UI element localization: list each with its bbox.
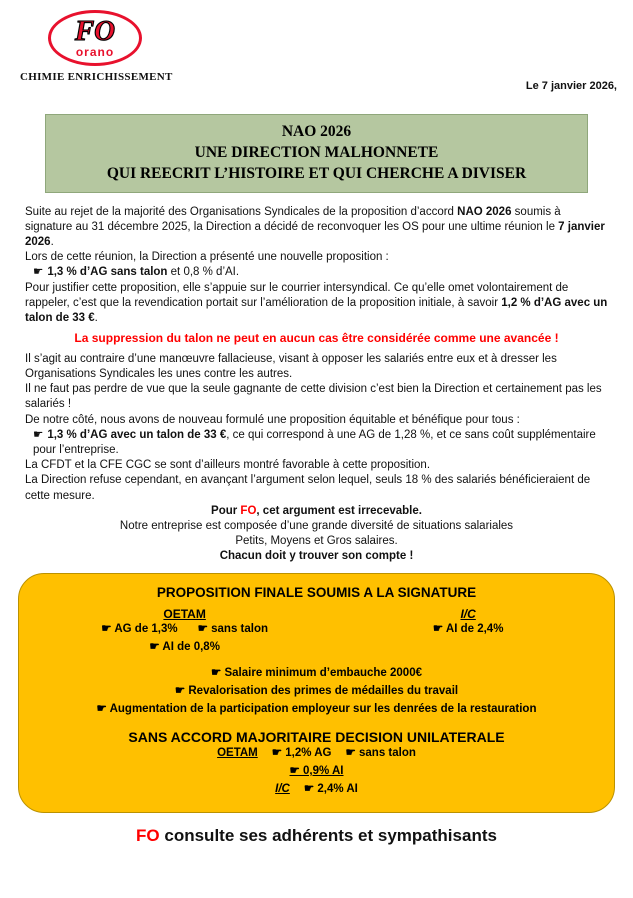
organization-name: CHIMIE ENRICHISSEMENT <box>20 71 173 83</box>
ic-column <box>336 607 600 656</box>
title-line-3: QUI REECRIT L’HISTOIRE ET QUI CHERCHE A DIVISER <box>106 164 527 182</box>
bullet-proposal-2: ☛ 1,3 % d’AG avec un talon de 33 €, ce qui correspond à une AG de 1,28 %, et ce sans coût supplémentaire pour l’entreprise. <box>33 428 596 456</box>
line-pour-fo: Pour FO, cet argument est irrecevable. <box>211 504 422 517</box>
unilateral-title: SANS ACCORD MAJORITAIRE DECISION UNILATERALE <box>128 729 505 746</box>
bullet-proposal-1: ☛ 1,3 % d’AG sans talon et 0,8 % d’AI. <box>33 266 240 279</box>
paragraph-new-proposal: Lors de cette réunion, la Direction a présenté une nouvelle proposition : <box>25 251 389 264</box>
common-measure-3: ☛ Augmentation de la participation employeur sur les denrées de la restauration <box>96 702 537 715</box>
red-warning-line: La suppression du talon ne peut en aucun cas être considérée comme une avancée ! <box>74 331 559 346</box>
common-measure-2: ☛ Revalorisation des primes de médailles du travail <box>174 684 459 697</box>
fo-logo <box>20 10 173 83</box>
title-line-2: UNE DIRECTION MALHONNETE <box>194 143 439 161</box>
pointing-hand-icon: ☛ <box>33 428 44 441</box>
title-line-1: NAO 2026 <box>281 123 352 140</box>
proposal-box <box>18 573 615 812</box>
proposal-columns <box>33 607 600 656</box>
paragraph-manoeuvre: Il s’agit au contraire d’une manœuvre fallacieuse, visant à opposer les salariés entre eux et à dresser les Organisations Syndicales les unes contre les autres. <box>25 352 557 381</box>
unilateral-oetam-line-2: ☛ 0,9% AI <box>289 765 344 778</box>
oetam-header: OETAM <box>163 607 206 622</box>
emphasis: NAO 2026 <box>457 205 512 218</box>
oetam-column <box>33 607 336 656</box>
title-box <box>45 114 588 193</box>
unilateral-ic-line: I/C ☛ 2,4% AI <box>275 782 358 795</box>
line-diversite: Notre entreprise est composée d’une grande diversité de situations salariales <box>119 519 514 532</box>
line-chacun: Chacun doit y trouver son compte ! <box>219 550 414 563</box>
emphasis: 7 janvier 2026 <box>25 220 605 249</box>
ic-header: I/C <box>460 607 476 622</box>
common-measure-1: ☛ Salaire minimum d’embauche 2000€ <box>210 666 422 679</box>
paragraph-intro: Suite au rejet de la majorité des Organisations Syndicales de la proposition d’accord NAO 2026 soumis à signature au 31 décembre 2025, la Direction a décidé de reconvoquer les OS pour une ultime réunion le 7 janvier 2026. <box>25 205 605 249</box>
oetam-line-1: ☛ AG de 1,3% ☛ sans talon <box>101 623 269 636</box>
fo-logo-text: FO <box>74 15 116 48</box>
paragraph-cfdt: La CFDT et la CFE CGC se sont d’ailleurs montré favorable à cette proposition. <box>25 459 431 472</box>
paragraph-our-side: De notre côté, nous avons de nouveau formulé une proposition équitable et bénéfique pour tous : <box>25 413 520 426</box>
emphasis: 1,2 % d’AG avec un talon de 33 € <box>25 296 608 324</box>
body-text <box>25 205 608 565</box>
common-measures <box>33 665 600 718</box>
oetam-line-2: ☛ AI de 0,8% <box>149 640 220 653</box>
ic-line-1: ☛ AI de 2,4% <box>432 623 504 636</box>
emphasis: 1,3 % d’AG sans talon <box>47 266 168 279</box>
fo-emphasis: FO <box>240 504 257 517</box>
emphasis: 1,3 % d’AG avec un talon de 33 € <box>47 428 227 441</box>
fo-emphasis: FO <box>136 825 160 845</box>
pointing-hand-icon: ☛ <box>33 266 44 279</box>
document-date: Le 7 janvier 2026, <box>525 80 617 92</box>
header <box>0 0 633 100</box>
orano-logo-text: orano <box>75 44 115 59</box>
paragraph-justification: Pour justifier cette proposition, elle s’appuie sur le courrier intersyndical. Ce qu’elle omet volontairement de rappeler, c’est que la revendication portait sur l’amélioration de la proposition initiale, à savoir 1,2 % d’AG avec un talon de 33 €. <box>25 281 608 324</box>
footer-slogan: FO consulte ses adhérents et sympathisants <box>136 825 497 845</box>
line-salaires: Petits, Moyens et Gros salaires. <box>235 535 398 548</box>
fo-logo-oval <box>48 10 142 66</box>
unilateral-oetam-line: OETAM ☛ 1,2% AG ☛ sans talon <box>217 747 416 760</box>
proposal-box-title: PROPOSITION FINALE SOUMIS A LA SIGNATURE <box>156 585 477 601</box>
paragraph-direction-refuse: La Direction refuse cependant, en avançant l’argument selon lequel, seuls 18 % des salariés bénéficieraient de cette mesure. <box>25 474 591 502</box>
paragraph-division: Il ne faut pas perdre de vue que la seule gagnante de cette division c’est bien la Direction et certainement pas les salariés ! <box>25 383 602 411</box>
